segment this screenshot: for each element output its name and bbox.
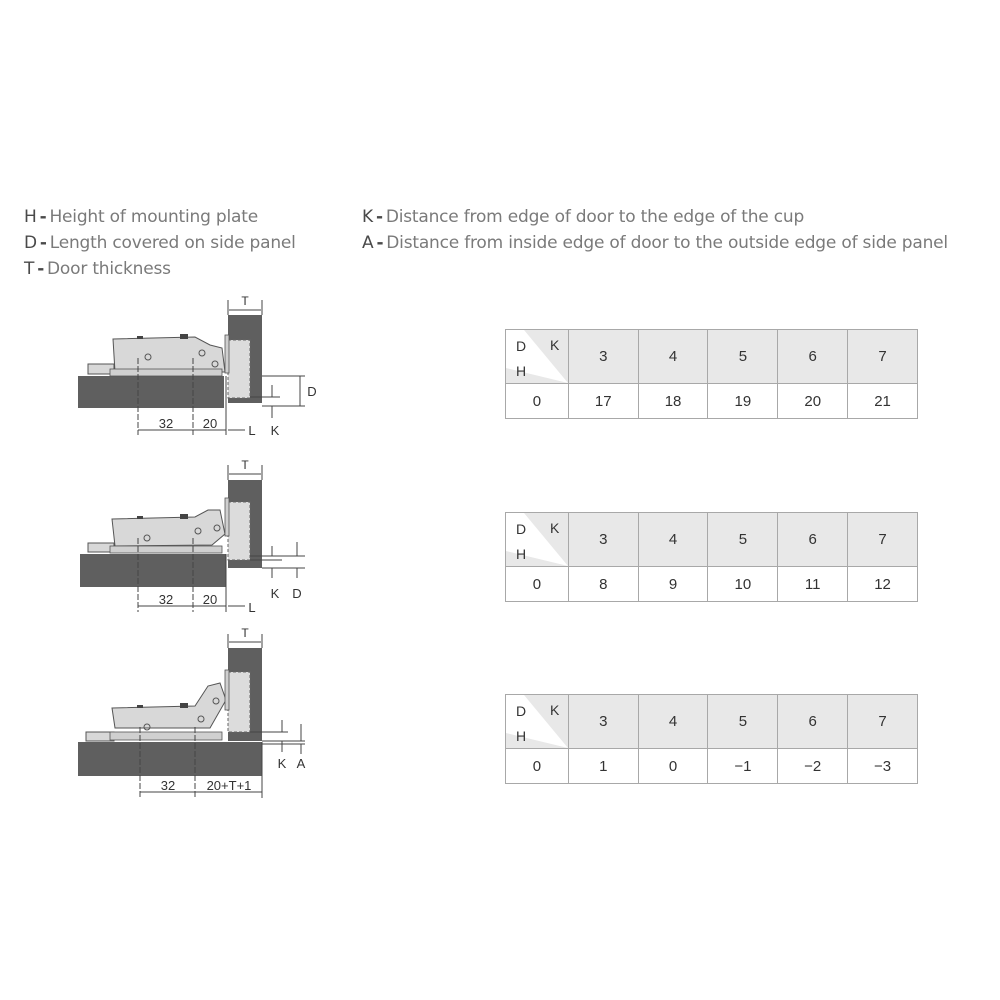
corner-label-d: D [516,338,527,354]
d-value-cell: 0 [638,749,708,784]
corner-label-d: D [516,703,527,719]
legend-text: Length covered on side panel [49,233,296,253]
dim-label-t: T [241,294,249,308]
legend-text: Door thickness [47,259,171,279]
d-value-cell: 19 [708,384,778,419]
dim-label-32: 32 [158,416,174,431]
d-value-cell: 9 [638,567,708,602]
table-row [506,567,918,602]
k-header-cell: 6 [778,695,848,749]
k-header-cell: 5 [708,695,778,749]
d-value-cell: −2 [778,749,848,784]
table-header-row [506,330,918,384]
dim-label-l: L [248,600,256,615]
h-value-cell: 0 [506,567,569,602]
table-corner-cell [506,330,569,384]
k-header-cell: 6 [778,330,848,384]
legend-key: D [24,233,37,253]
k-header-cell: 5 [708,513,778,567]
table-corner-cell [506,513,569,567]
legend-item-h [24,204,296,230]
corner-label-k: K [550,337,560,353]
spec-table-half-overlay [505,512,918,602]
k-header-cell: 5 [708,330,778,384]
d-value-cell: 8 [568,567,638,602]
dim-label-20: 20 [202,416,218,431]
k-header-cell: 7 [848,695,918,749]
k-header-cell: 3 [568,330,638,384]
legend-dash: - [39,207,47,227]
k-header-cell: 3 [568,695,638,749]
legend-left [24,204,296,282]
k-header-cell: 6 [778,513,848,567]
table-row [506,749,918,784]
corner-label-h: H [516,363,527,379]
h-value-cell: 0 [506,384,569,419]
dim-label-32: 32 [158,592,174,607]
d-value-cell: 1 [568,749,638,784]
legend-key: A [362,233,374,253]
dim-label-t: T [241,458,249,472]
dim-label-l: L [248,423,256,438]
dim-label-d: D [292,586,302,601]
legend-text: Height of mounting plate [49,207,258,227]
hinge-diagram-full-overlay [0,290,340,450]
legend-dash: - [39,233,47,253]
dim-label-d: D [307,384,317,399]
dim-label-t: T [241,626,249,640]
d-value-cell: −1 [708,749,778,784]
d-value-cell: 21 [848,384,918,419]
dim-label-k: K [270,423,280,438]
table-corner-cell [506,695,569,749]
k-header-cell: 3 [568,513,638,567]
d-value-cell: 10 [708,567,778,602]
legend-key: K [362,207,373,227]
table-row [506,384,918,419]
table-header-row [506,513,918,567]
k-header-cell: 7 [848,513,918,567]
d-value-cell: 20 [778,384,848,419]
k-header-cell: 4 [638,695,708,749]
legend-key: T [24,259,35,279]
legend-dash: - [37,259,45,279]
table-header-row [506,695,918,749]
legend-item-t [24,256,296,282]
corner-label-k: K [550,520,560,536]
spec-table-full-overlay [505,329,918,419]
legend-item-d [24,230,296,256]
dim-label-32: 32 [160,778,176,793]
k-header-cell: 4 [638,513,708,567]
legend-dash: - [375,207,383,227]
dim-label-20-t-1: 20+T+1 [206,778,252,793]
d-value-cell: 17 [568,384,638,419]
corner-label-h: H [516,546,527,562]
k-header-cell: 7 [848,330,918,384]
dim-label-a: A [296,756,306,771]
d-value-cell: −3 [848,749,918,784]
legend-dash: - [376,233,384,253]
corner-label-h: H [516,728,527,744]
legend-item-a [362,230,948,256]
legend-text: Distance from inside edge of door to the outside edge of side panel [386,233,948,253]
legend-key: H [24,207,37,227]
corner-label-d: D [516,521,527,537]
dim-label-k: K [277,756,287,771]
legend-item-k [362,204,948,230]
hinge-diagram-inset [0,620,340,800]
d-value-cell: 12 [848,567,918,602]
spec-table-inset [505,694,918,784]
dim-label-20: 20 [202,592,218,607]
legend-right [362,204,948,256]
dim-label-k: K [270,586,280,601]
d-value-cell: 18 [638,384,708,419]
legend-text: Distance from edge of door to the edge of the cup [385,207,805,227]
corner-label-k: K [550,702,560,718]
k-header-cell: 4 [638,330,708,384]
d-value-cell: 11 [778,567,848,602]
hinge-diagram-half-overlay [0,450,340,620]
h-value-cell: 0 [506,749,569,784]
